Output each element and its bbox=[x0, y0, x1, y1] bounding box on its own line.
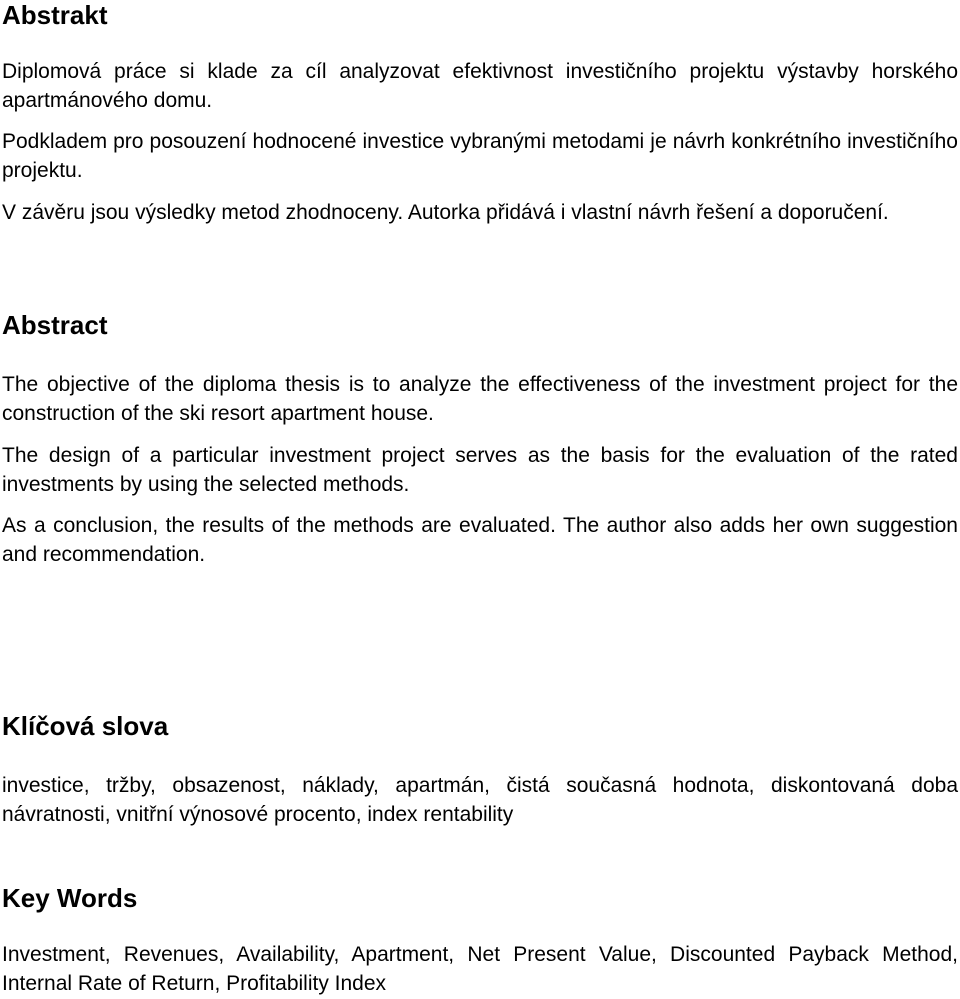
abstract-heading: Abstract bbox=[2, 310, 108, 340]
key-words-heading: Key Words bbox=[2, 883, 138, 913]
klicova-slova-heading: Klíčová slova bbox=[2, 711, 169, 741]
abstrakt-paragraph: Diplomová práce si klade za cíl analyzovat efektivnost investičního projektu výstavby horského apartmánového domu. bbox=[2, 60, 958, 112]
abstract-paragraph: The design of a particular investment project serves as the basis for the evaluation of the rated investments by using the selected methods. bbox=[2, 444, 958, 496]
abstrakt-heading: Abstrakt bbox=[2, 0, 108, 30]
klicova-slova-text: investice, tržby, obsazenost, náklady, apartmán, čistá současná hodnota, diskontovaná doba návratnosti, vnitřní výnosové procento, index rentability bbox=[2, 774, 958, 826]
abstract-paragraph: The objective of the diploma thesis is to analyze the effectiveness of the investment project for the construction of the ski resort apartment house. bbox=[2, 373, 958, 425]
abstrakt-paragraph: Podkladem pro posouzení hodnocené investice vybranými metodami je návrh konkrétního investičního projektu. bbox=[2, 130, 958, 182]
abstract-paragraph: As a conclusion, the results of the methods are evaluated. The author also adds her own suggestion and recommendation. bbox=[2, 514, 958, 566]
key-words-text: Investment, Revenues, Availability, Apartment, Net Present Value, Discounted Payback Method, Internal Rate of Return, Profitability Index bbox=[2, 943, 958, 995]
abstrakt-paragraph: V závěru jsou výsledky metod zhodnoceny. Autorka přidává i vlastní návrh řešení a doporučení. bbox=[2, 201, 889, 224]
